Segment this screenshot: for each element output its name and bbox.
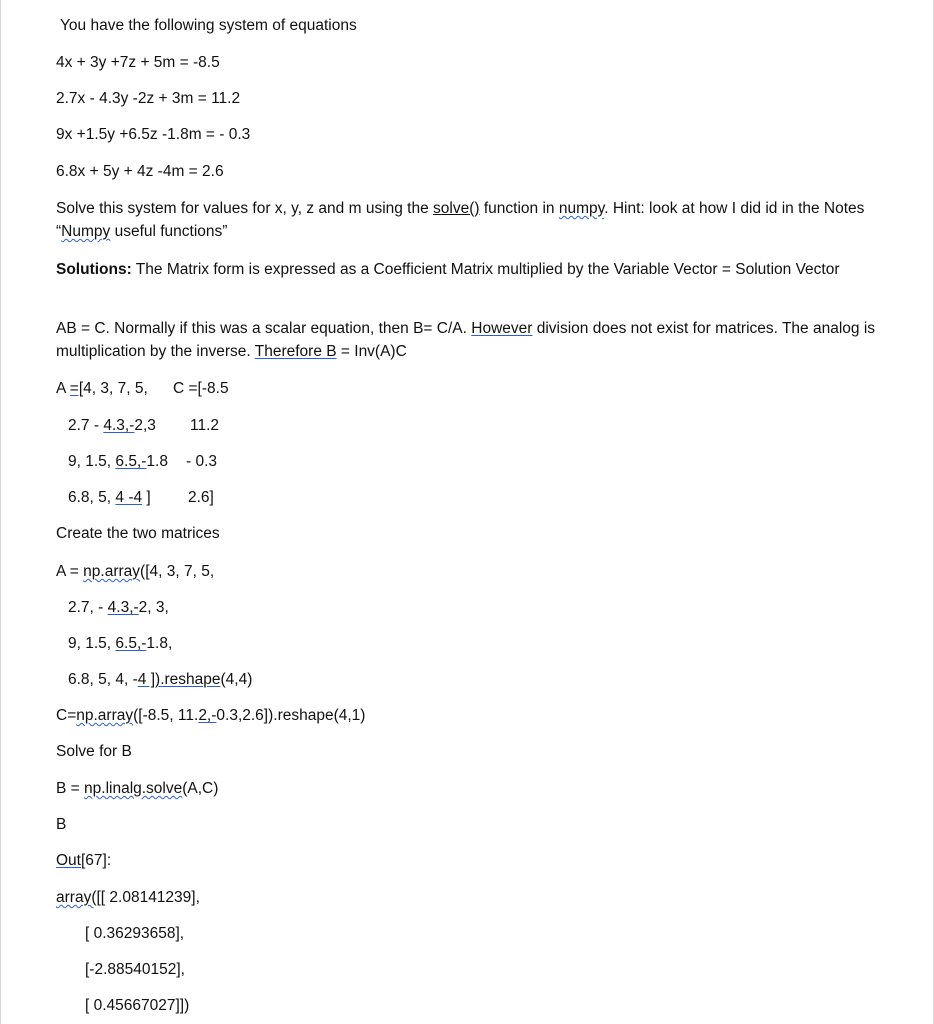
equation-4: 6.8x + 5y + 4z -4m = 2.6 <box>56 163 224 180</box>
c-matrix-row-2: 11.2 <box>190 417 220 434</box>
numpy-word: numpy <box>558 200 605 217</box>
c-matrix-row-1: C =[-8.5 <box>173 380 229 397</box>
equation-2: 2.7x - 4.3y -2z + 3m = 11.2 <box>56 90 241 107</box>
solutions-paragraph: Solutions: The Matrix form is expressed as a Coefficient Matrix multiplied by the Variable Vector = Solution Vector <box>56 261 840 278</box>
matrix-row-3: 9, 1.5, 6.5,-1.8 <box>68 453 168 470</box>
code-a-line-2: 2.7, - 4.3,-2, 3, <box>68 599 169 616</box>
title: You have the following system of equations <box>60 17 357 34</box>
matrix-row-1: A =[4, 3, 7, 5, <box>56 380 148 397</box>
matrix-row-2: 2.7 - 4.3,-2,3 <box>68 417 156 434</box>
out-label: Out[67]: <box>56 852 112 869</box>
code-a-line-1: A = np.array([4, 3, 7, 5, <box>56 563 215 580</box>
array-line-1: array([[ 2.08141239], <box>56 889 200 906</box>
create-label: Create the two matrices <box>56 525 220 542</box>
task-paragraph: Solve this system for values for x, y, z and m using the solve() function in numpy. Hint: look at how I did id in the Notes “Numpy useful functions” <box>56 200 865 240</box>
array-line-2: [ 0.36293658], <box>85 925 185 942</box>
therefore-word: Therefore B <box>254 343 337 360</box>
equation-1: 4x + 3y +7z + 5m = -8.5 <box>56 54 220 71</box>
however-word: However <box>471 320 533 337</box>
array-line-3: [-2.88540152], <box>85 961 185 978</box>
matrix-row-4: 6.8, 5, 4 -4 ] <box>68 489 151 506</box>
c-matrix-row-3: - 0.3 <box>186 453 218 470</box>
code-b-line: B = np.linalg.solve(A,C) <box>56 780 219 797</box>
solve-label: Solve for B <box>56 743 132 760</box>
code-c-line: C=np.array([-8.5, 11.2,-0.3,2.6]).reshape(4,1) <box>56 707 366 724</box>
code-a-line-4: 6.8, 5, 4, -4 ]).reshape(4,4) <box>68 671 253 688</box>
b-line: B <box>56 816 67 833</box>
solutions-label: Solutions: <box>56 261 132 278</box>
c-matrix-row-4: 2.6] <box>188 489 214 506</box>
equation-3: 9x +1.5y +6.5z -1.8m = - 0.3 <box>56 126 251 143</box>
array-line-4: [ 0.45667027]]) <box>85 997 190 1014</box>
solve-link: solve() <box>433 200 480 217</box>
numpy-notes-word: Numpy <box>61 223 111 240</box>
code-a-line-3: 9, 1.5, 6.5,-1.8, <box>68 635 173 652</box>
explanation-paragraph: AB = C. Normally if this was a scalar equation, then B= C/A. However division does not exist for matrices. The analog is multiplication by the inverse. Therefore B = Inv(A)C <box>56 320 876 360</box>
